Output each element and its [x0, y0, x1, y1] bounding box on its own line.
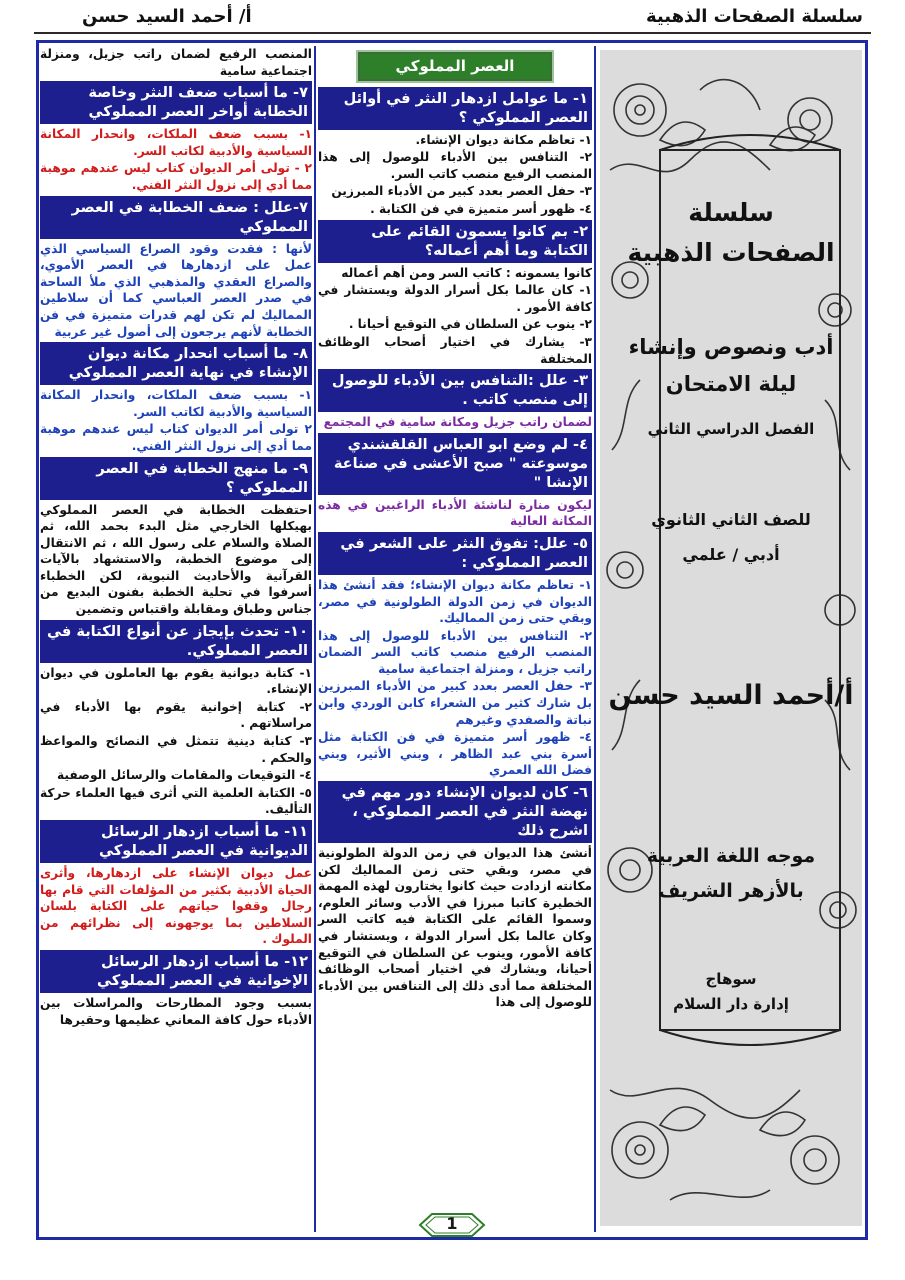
cover-title-2: الصفحات الذهبية: [627, 238, 835, 267]
question-10: ١٠- تحدث بإيجاز عن أنواع الكتابة في العصر المملوكي.: [40, 620, 312, 663]
cover-subtitle-2: ليلة الامتحان: [665, 372, 797, 396]
answer-1-4: ٤- ظهور أسر متميزة في فن الكتابة .: [370, 201, 592, 216]
cover-place: سوهاج: [705, 970, 757, 988]
page-number-badge: [418, 1212, 486, 1238]
answer-6: أنشئ هذا الديوان في زمن الدولة الطولونية في مصر، وبقي حتى زمن المماليك لكن مكانته ازدادت حيث كانوا يختارون لهذه المهمة الخطيرة كاتبا مبرزا في الأدب وسائر العلوم، وسموا القائم على الكتابة فيه كاتب السر وكان عالما بكل أسرار الدولة ، ويستشار في كافة الأمور، وينوب عن السلطان في التوقيع أحيانا، ويشارك في اختيار أصحاب الوظائف المختلفة مما أدى ذلك إلى التنافس بين الأدباء للوصول إلى هذا: [318, 846, 592, 1010]
question-8: ٨- ما أسباب انحدار مكانة ديوان الإنشاء في نهاية العصر المملوكي: [40, 342, 312, 385]
page-header: [34, 6, 871, 34]
answer-5-2: ٢- التنافس بين الأدباء للوصول إلى هذا المنصب الرفيع منصب كاتب السر الضمان راتب جزيل ، ومنزلة اجتماعية سامية: [318, 628, 592, 676]
cover-subtitle-1: أدب ونصوص وإنشاء: [628, 335, 834, 359]
answer-10-3: ٣- كتابة دينية تتمثل في النصائح والمواعظ والحكم .: [40, 734, 312, 765]
answer-1-3: ٣- حفل العصر بعدد كبير من الأدباء المبرزين: [331, 184, 592, 199]
question-7b: ٧-علل : ضعف الخطابة في العصر المملوكي: [40, 196, 312, 239]
question-4: ٤- لم وضع ابو العباس القلقشندي موسوعته " صبح الأعشى في صناعة الإنشا ": [318, 433, 592, 495]
answer-2-intro: كانوا يسمونه : كاتب السر ومن أهم أعماله: [341, 265, 592, 280]
answer-8-1: ١- بسبب ضعف الملكات، وانحدار المكانة السياسية والأدبية لكاتب السر.: [40, 388, 312, 419]
answer-1-1: ١- تعاظم مكانة ديوان الإنشاء.: [415, 132, 592, 147]
answer-8-2: ٢ تولى أمر الديوان كتاب ليس عندهم موهبة مما أدي إلى نزول النثر الفني.: [40, 422, 312, 453]
answer-5-4: ٤- ظهور أسر متميزة في فن الكتابة مثل أسرة بني عبد الظاهر ، وبني الأثير، وبني فضل الله العمري: [318, 730, 592, 778]
question-1: ١- ما عوامل ازدهار النثر في أوائل العصر المملوكي ؟: [318, 87, 592, 130]
answer-10-1: ١- كتابة ديوانية يقوم بها العاملون في ديوان الإنشاء.: [40, 665, 312, 697]
cover-grade-1: للصف الثاني الثانوي: [651, 510, 811, 529]
answer-7b: لأنها : فقدت وقود الصراع السياسي الذي عمل على ازدهارها في العصر الأموي، والصراع العقدي والمذهبي الذي ملأ الساحة في صدر العصر العباسي كما أن سلاطين المماليك لم تكن لهم قدرات متميزة في فن الخطابة لأنهم يرجعون إلى أصول غير عربية: [40, 241, 312, 339]
question-11: ١١- ما أسباب ازدهار الرسائل الديوانية في العصر المملوكي: [40, 820, 312, 863]
header-rule: [34, 32, 871, 34]
answer-10-4: ٤- التوقيعات والمقامات والرسائل الوصفية: [57, 768, 312, 783]
answer-5-3: ٣- حفل العصر بعدد كبير من الأدباء المبرزين بل شارك كثير من الشعراء كابن الوردي وابن نباتة والصفدي وغيرهم: [318, 679, 592, 727]
answer-10-2: ٢- كتابة إخوانية يقوم بها الأدباء في مراسلاتهم .: [40, 699, 312, 731]
page-number: 1: [446, 1214, 458, 1233]
cover-author: أ/أحمد السيد حسن: [608, 680, 854, 711]
column-divider-right: [594, 46, 596, 1232]
answer-11: عمل ديوان الإنشاء على ازدهارها، وأثرى الحياة الأدبية بكثير من المؤلفات التي قام بها رجال وقفوا حياتهم على الكتابة بلسان السلاطين بما يوجهونه إلى نظرائهم من الملوك .: [40, 866, 312, 947]
series-title: سلسلة الصفحات الذهبية: [645, 6, 863, 27]
cover-grade-2: أدبي / علمي: [682, 545, 780, 564]
answer-7-1: ١- بسبب ضعف الملكات، وانحدار المكانة السياسية والأدبية لكاتب السر.: [40, 127, 312, 158]
question-6: ٦- كان لديوان الإنشاء دور مهم في نهضة النثر في العصر المملوكي ، اشرح ذلك: [318, 781, 592, 843]
header-author: أ/ أحمد السيد حسن: [82, 6, 252, 27]
answer-10-5: ٥- الكتابة العلمية التي أثرى فيها العلماء حركة التأليف.: [40, 785, 312, 817]
question-5: ٥- علل: تفوق النثر على الشعر في العصر المملوكي :: [318, 532, 592, 575]
question-2: ٢- بم كانوا يسمون القائم على الكتابة وما أهم أعماله؟: [318, 220, 592, 263]
question-12: ١٢- ما أسباب ازدهار الرسائل الإخوانية في العصر المملوكي: [40, 950, 312, 993]
cover-term: الفصل الدراسي الثاني: [647, 420, 815, 438]
cover-role-1: موجه اللغة العربية: [646, 845, 816, 867]
answer-5-1: ١- تعاظم مكانة ديوان الإنشاء؛ فقد أنشئ هذا الديوان في زمن الدولة الطولونية في مصر، وبقي حتى زمن المماليك.: [318, 577, 592, 626]
cover-admin: إدارة دار السلام: [673, 995, 789, 1013]
cover-panel: [600, 50, 862, 1226]
question-7: ٧- ما أسباب ضعف النثر وخاصة الخطابة أواخر العصر المملوكي: [40, 81, 312, 124]
question-9: ٩- ما منهج الخطابة في العصر المملوكي ؟: [40, 457, 312, 500]
answer-12: بسبب وجود المطارحات والمراسلات بين الأدباء حول كافة المعاني عظيمها وحقيرها: [40, 995, 312, 1027]
column-divider-left: [314, 46, 316, 1232]
answer-7-2: ٢ - تولى أمر الديوان كتاب ليس عندهم موهبة مما أدي إلى نزول النثر الفني.: [40, 161, 312, 192]
continued-text: المنصب الرفيع لضمان راتب جزيل، ومنزلة اجتماعية سامية: [40, 47, 312, 78]
answer-2-3: ٣- يشارك في اختيار أصحاب الوظائف المختلفة: [318, 334, 592, 366]
answer-2-1: ١- كان عالما بكل أسرار الدولة ويستشار في كافة الأمور .: [318, 283, 592, 314]
answer-4: ليكون منارة لناشئة الأدباء الراغبين في هذه المكانة العالية: [318, 497, 592, 529]
left-column: [40, 46, 312, 1029]
question-3: ٣- علل :التنافس بين الأدباء للوصول إلى منصب كاتب .: [318, 369, 592, 412]
answer-9: احتفظت الخطابة في العصر المملوكي بهيكلها الخارجي مثل البدء بحمد الله، ثم الصلاة والسلام على رسول الله ، ثم الانتقال إلى موضوع الخطبة، والاستشهاد بالآيات القرآنية والأحاديث النبوية، لكن الخطباء أسرفوا في تحلية الخطبة بفنون البديع من جناس وطباق ومقابلة واقتباس وتضمين: [40, 502, 312, 617]
middle-column: [318, 46, 592, 1012]
cover-title-1: سلسلة: [688, 198, 774, 227]
answer-2-2: ٢- ينوب عن السلطان في التوقيع أحيانا .: [348, 317, 592, 332]
cover-role-2: بالأزهر الشريف: [658, 880, 804, 902]
answer-1-2: ٢- التنافس بين الأدباء للوصول إلى هذا المنصب الرفيع منصب كاتب السر.: [318, 150, 592, 181]
answer-3: لضمان راتب جزيل ومكانة سامية في المجتمع: [323, 415, 592, 430]
era-title: العصر المملوكي: [358, 52, 552, 81]
